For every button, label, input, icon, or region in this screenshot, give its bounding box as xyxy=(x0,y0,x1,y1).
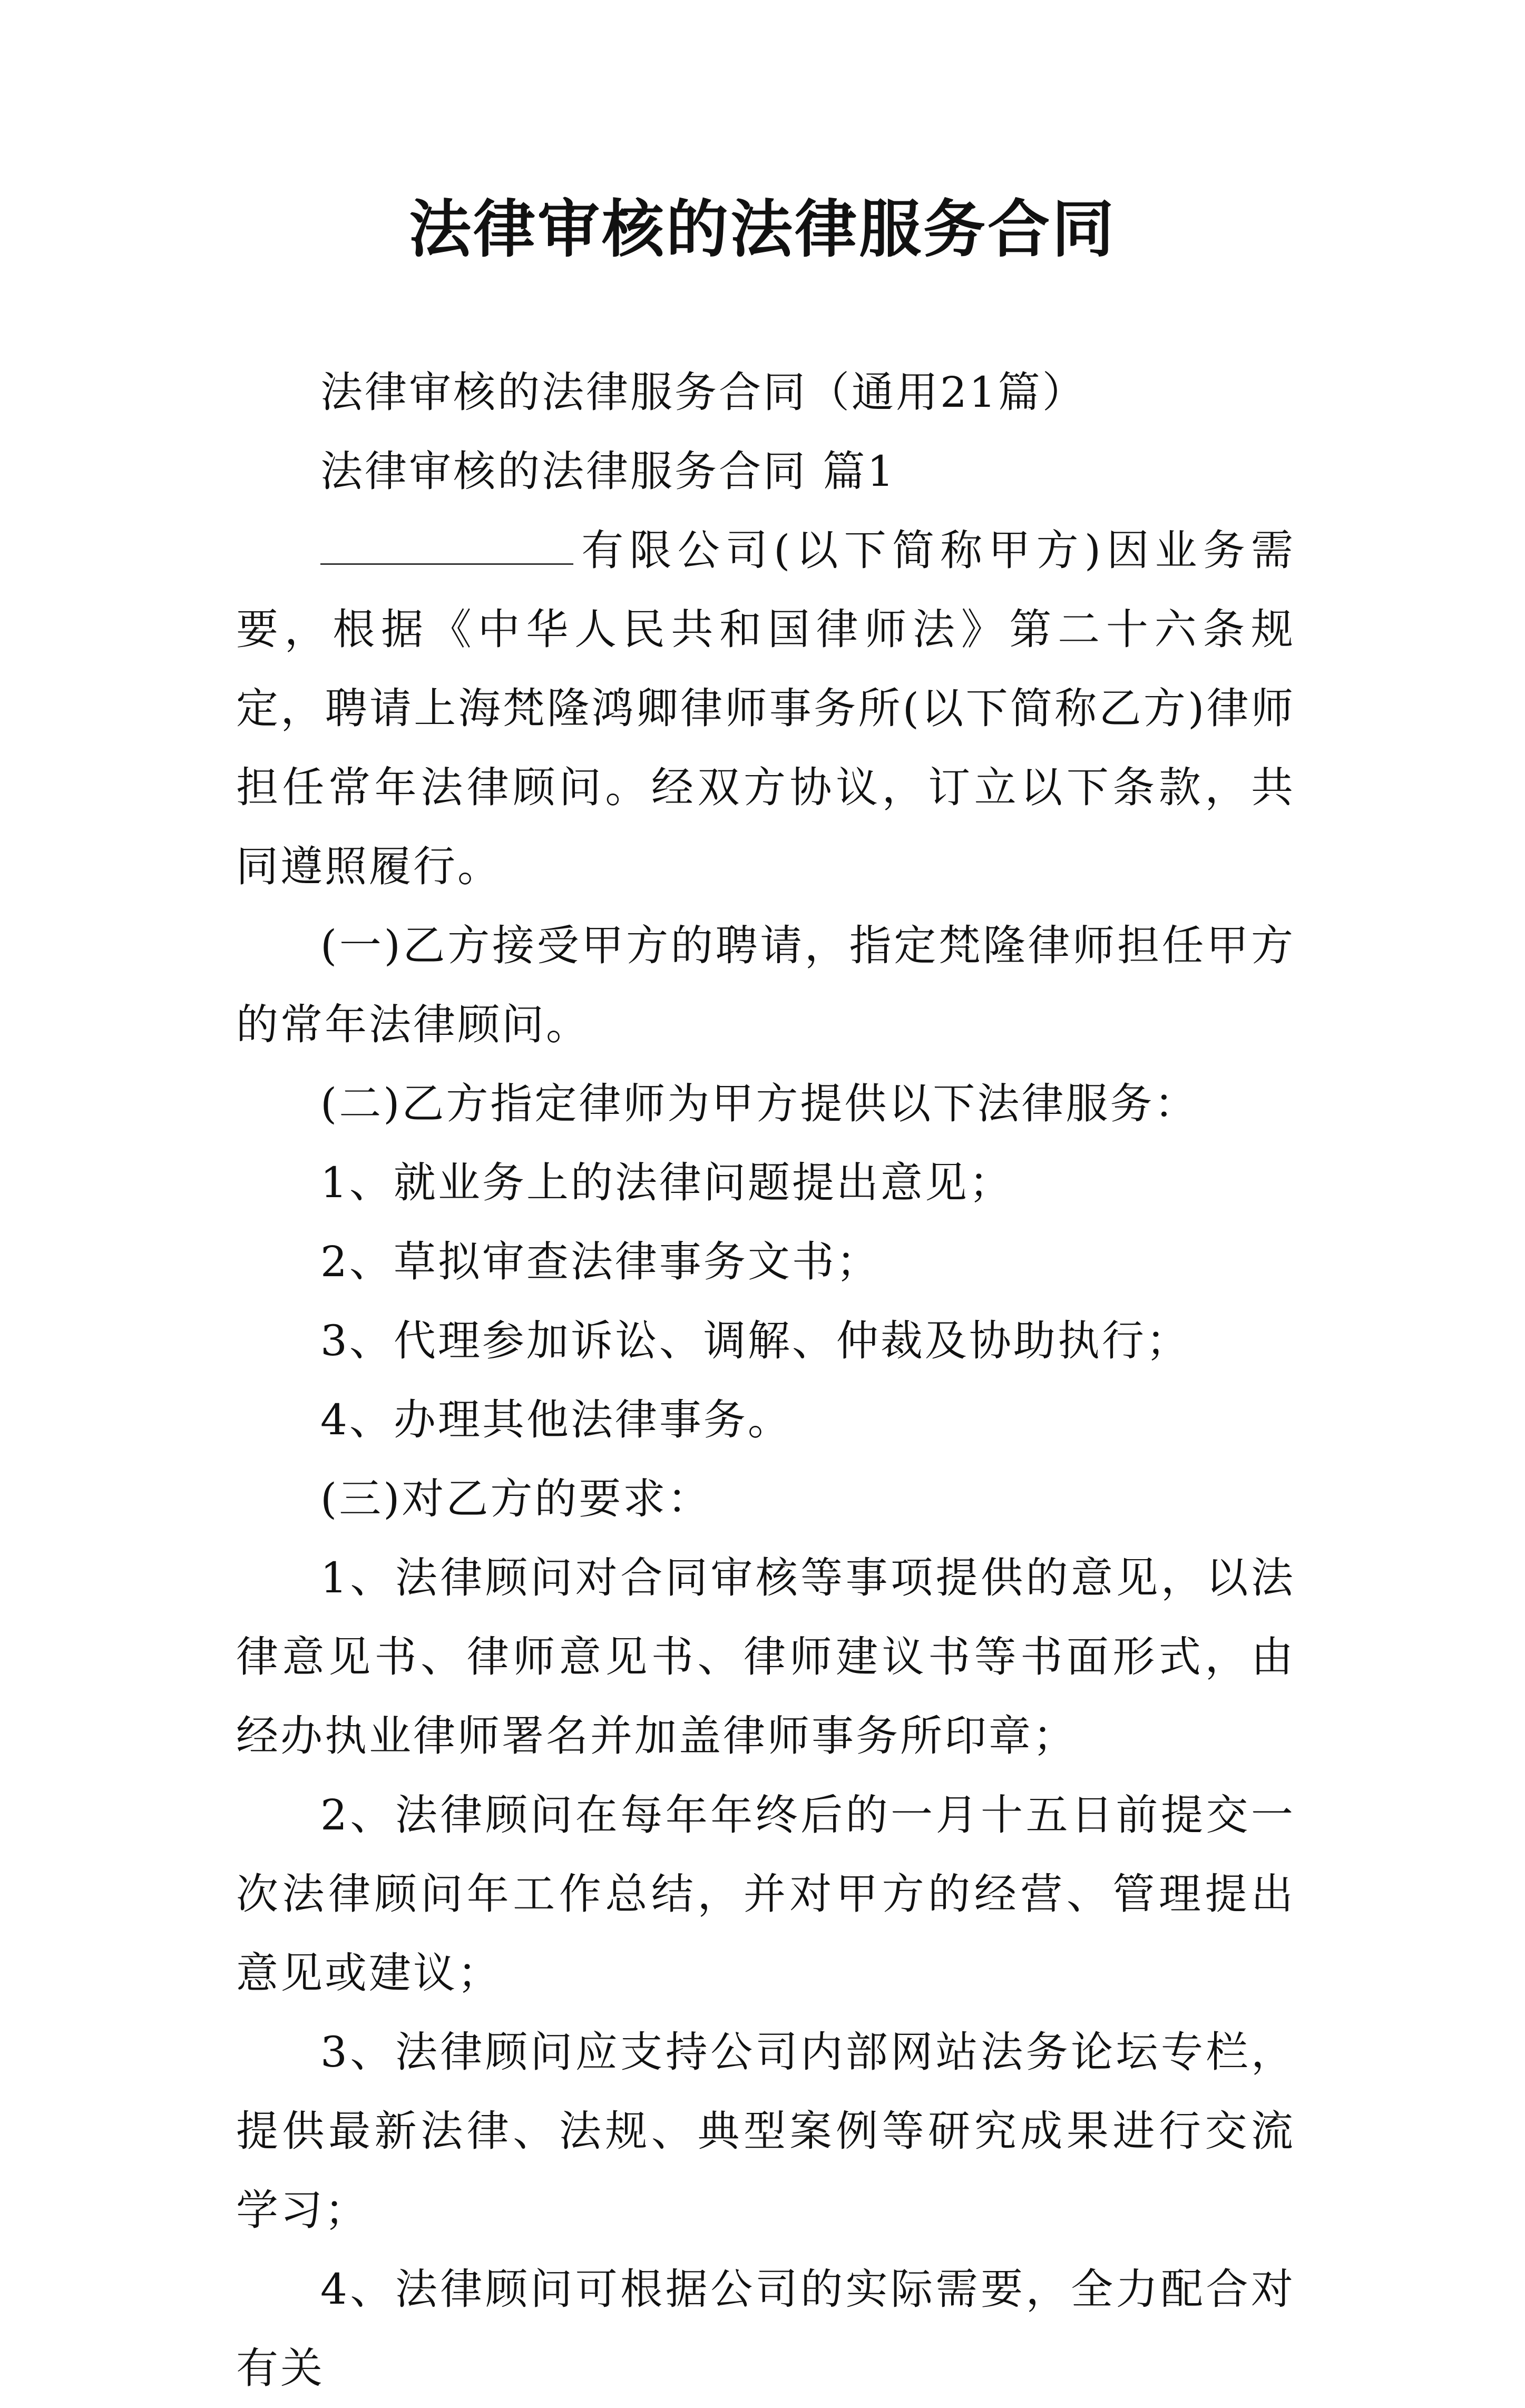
list-item: 1、就业务上的法律问题提出意见； xyxy=(320,1158,1013,1207)
intro-paragraph xyxy=(236,511,1295,906)
list-item: 2、法律顾问在每年年终后的一月十五日前提交一次法律顾问年工作总结，并对甲方的经营、管理提出意见或建议； xyxy=(236,1790,1295,1998)
list-item: 3、法律顾问应支持公司内部网站法务论坛专栏，提供最新法律、法规、典型案例等研究成果进行交流学习； xyxy=(236,2028,1295,2235)
blank-line xyxy=(320,526,573,565)
list-item: 1、法律顾问对合同审核等事项提供的意见，以法律意见书、律师意见书、律师建议书等书面形式，由经办执业律师署名并加盖律师事务所印章； xyxy=(236,1553,1295,1760)
document-body xyxy=(236,353,1295,2408)
list-item: 2、草拟审查法律事务文书； xyxy=(320,1237,881,1286)
document-title: 法律审核的法律服务合同 xyxy=(408,192,1116,266)
clause-2: (二)乙方指定律师为甲方提供以下法律服务： xyxy=(320,1079,1199,1128)
list-item: 4、办理其他法律事务。 xyxy=(320,1395,792,1444)
clause-3: (三)对乙方的要求： xyxy=(320,1474,712,1523)
list-item: 3、代理参加诉讼、调解、仲裁及协助执行； xyxy=(320,1316,1190,1365)
section-heading: 法律审核的法律服务合同 篇1 xyxy=(320,447,896,496)
clause-1: (一)乙方接受甲方的聘请，指定梵隆律师担任甲方的常年法律顾问。 xyxy=(236,921,1295,1049)
subtitle-paragraph: 法律审核的法律服务合同（通用21篇） xyxy=(320,368,1087,417)
list-item: 4、法律顾问可根据公司的实际需要，全力配合对有关 xyxy=(236,2265,1295,2393)
intro-text: 有限公司(以下简称甲方)因业务需要，根据《中华人民共和国律师法》第二十六条规定，聘请上海梵隆鸿卿律师事务所(以下简称乙方)律师担任常年法律顾问。经双方协议，订立以下条款，共同遵照履行。 xyxy=(236,526,1295,891)
